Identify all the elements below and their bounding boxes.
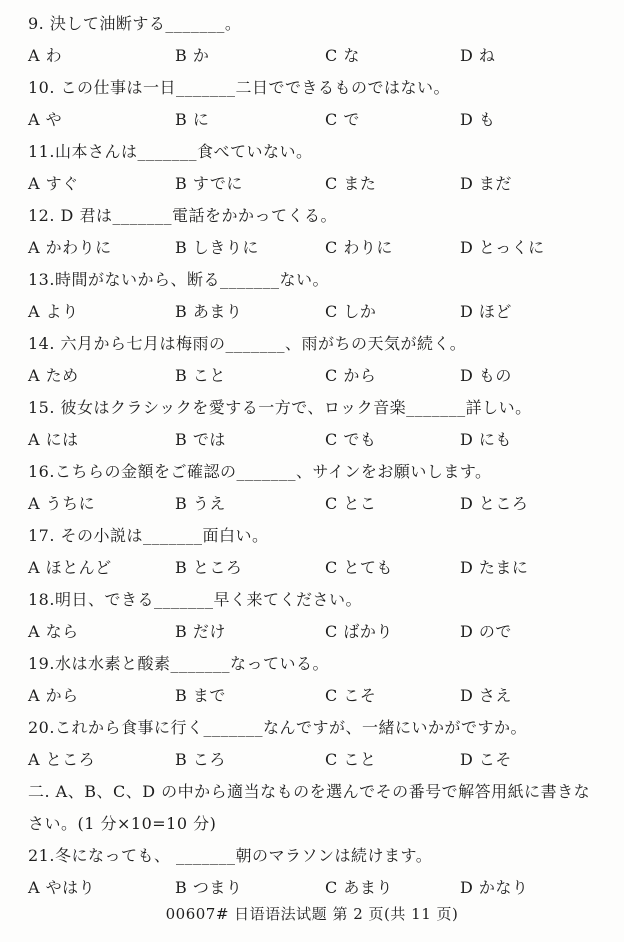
question-9-options bbox=[28, 40, 596, 72]
option-a: A やはり bbox=[28, 878, 96, 897]
option-d: D かなり bbox=[460, 878, 529, 897]
question-12-options bbox=[28, 232, 596, 264]
option-b: B こと bbox=[175, 366, 226, 385]
option-d: D ね bbox=[460, 46, 496, 65]
option-d: D ので bbox=[460, 622, 512, 641]
question-12-text: 12. D 君は_______電話をかかってくる。 bbox=[28, 206, 337, 225]
option-a: A ところ bbox=[28, 750, 96, 769]
questions-list bbox=[28, 8, 596, 904]
option-a: A には bbox=[28, 430, 79, 449]
option-c: C こと bbox=[325, 750, 377, 769]
option-c: C こそ bbox=[325, 686, 377, 705]
option-d: D まだ bbox=[460, 174, 512, 193]
question-16-text: 16.こちらの金額をご確認の_______、サインをお願いします。 bbox=[28, 462, 492, 481]
option-c: C から bbox=[325, 366, 377, 385]
question-21-options bbox=[28, 872, 596, 904]
option-d: D も bbox=[460, 110, 496, 129]
option-d: D こそ bbox=[460, 750, 512, 769]
option-a: A より bbox=[28, 302, 79, 321]
option-b: B うえ bbox=[175, 494, 226, 513]
question-17-options bbox=[28, 552, 596, 584]
option-c: C ばかり bbox=[325, 622, 393, 641]
question-15-options bbox=[28, 424, 596, 456]
question-20-text: 20.これから食事に行く_______なんですが、一緒にいかがですか。 bbox=[28, 718, 527, 737]
option-a: A から bbox=[28, 686, 79, 705]
option-a: A わ bbox=[28, 46, 63, 65]
option-b: B では bbox=[175, 430, 226, 449]
page-footer: 00607# 日语语法试题 第 2 页(共 11 页) bbox=[165, 905, 459, 923]
question-11-options bbox=[28, 168, 596, 200]
option-b: B に bbox=[175, 110, 210, 129]
option-a: A うちに bbox=[28, 494, 96, 513]
question-10-options bbox=[28, 104, 596, 136]
option-c: C な bbox=[325, 46, 360, 65]
question-11-text: 11.山本さんは_______食べていない。 bbox=[28, 142, 313, 161]
option-c: C また bbox=[325, 174, 377, 193]
question-14-text: 14. 六月から七月は梅雨の_______、雨がちの天気が続く。 bbox=[28, 334, 467, 353]
option-a: A や bbox=[28, 110, 63, 129]
option-a: A ため bbox=[28, 366, 79, 385]
option-b: B ころ bbox=[175, 750, 226, 769]
question-19-text: 19.水は水素と酸素_______なっている。 bbox=[28, 654, 329, 673]
question-21-text: 21.冬になっても、 _______朝のマラソンは続けます。 bbox=[28, 846, 433, 865]
question-13-text: 13.時間がないから、断る_______ない。 bbox=[28, 270, 329, 289]
option-d: D とっくに bbox=[460, 238, 545, 257]
question-18-options bbox=[28, 616, 596, 648]
option-d: D ところ bbox=[460, 494, 529, 513]
option-c: C で bbox=[325, 110, 360, 129]
option-c: C とても bbox=[325, 558, 393, 577]
option-b: B つまり bbox=[175, 878, 243, 897]
option-b: B か bbox=[175, 46, 210, 65]
section-2-header: 二. A、B、C、D の中から適当なものを選んでその番号で解答用紙に書きなさい。(1 分×10=10 分) bbox=[28, 782, 591, 833]
option-d: D さえ bbox=[460, 686, 512, 705]
question-17-text: 17. その小説は_______面白い。 bbox=[28, 526, 269, 545]
question-13-options bbox=[28, 296, 596, 328]
option-b: B あまり bbox=[175, 302, 243, 321]
question-19-options bbox=[28, 680, 596, 712]
option-c: C しか bbox=[325, 302, 377, 321]
option-b: B だけ bbox=[175, 622, 226, 641]
question-9-text: 9. 決して油断する_______。 bbox=[28, 14, 242, 33]
option-c: C とこ bbox=[325, 494, 377, 513]
question-14-options bbox=[28, 360, 596, 392]
question-20-options bbox=[28, 744, 596, 776]
option-a: A かわりに bbox=[28, 238, 112, 257]
option-a: A なら bbox=[28, 622, 79, 641]
question-16-options bbox=[28, 488, 596, 520]
option-b: B まで bbox=[175, 686, 226, 705]
option-b: B しきりに bbox=[175, 238, 259, 257]
question-18-text: 18.明日、できる_______早く来てください。 bbox=[28, 590, 362, 609]
option-c: C わりに bbox=[325, 238, 393, 257]
option-d: D ほど bbox=[460, 302, 512, 321]
option-d: D もの bbox=[460, 366, 512, 385]
question-10-text: 10. この仕事は一日_______二日でできるものではない。 bbox=[28, 78, 451, 97]
option-d: D にも bbox=[460, 430, 512, 449]
option-b: B すでに bbox=[175, 174, 243, 193]
option-a: A すぐ bbox=[28, 174, 79, 193]
question-15-text: 15. 彼女はクラシックを愛する一方で、ロック音楽_______詳しい。 bbox=[28, 398, 532, 417]
option-a: A ほとんど bbox=[28, 558, 112, 577]
option-b: B ところ bbox=[175, 558, 243, 577]
option-d: D たまに bbox=[460, 558, 529, 577]
option-c: C あまり bbox=[325, 878, 393, 897]
option-c: C でも bbox=[325, 430, 377, 449]
